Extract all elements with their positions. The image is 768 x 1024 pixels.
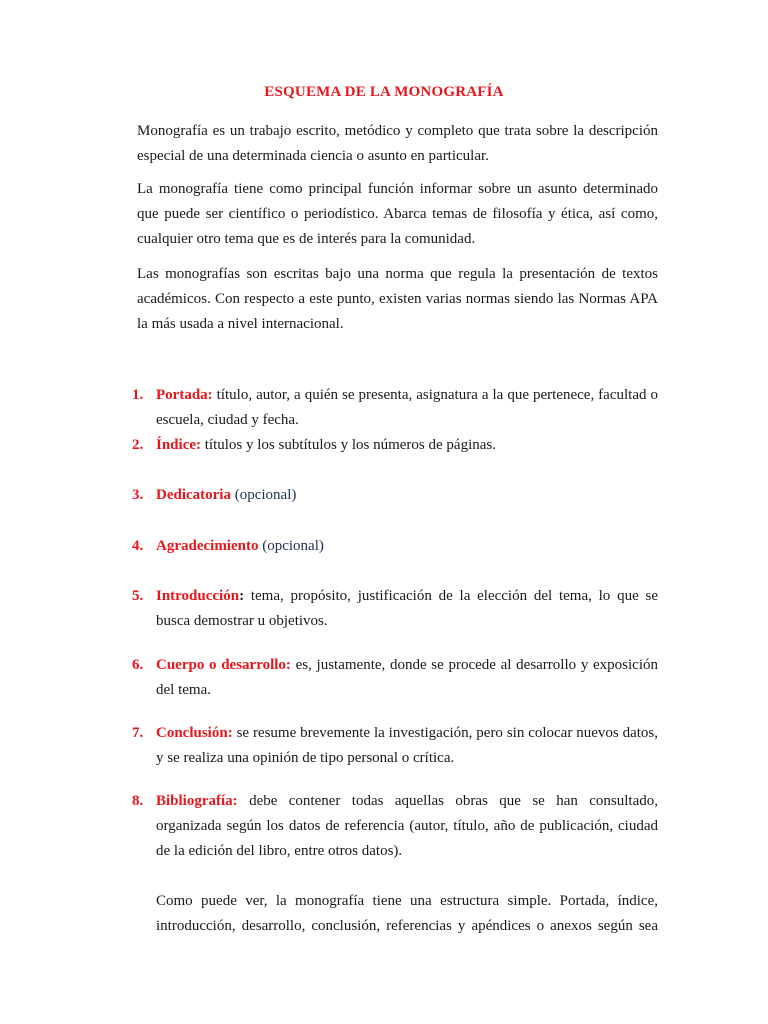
list-item-bibliografia [132,789,658,864]
list-item-introduccion [132,584,658,634]
intro-paragraph-1: Monografía es un trabajo escrito, metódico y completo que trata sobre la descripción especial de una determinada ciencia o asunto en particular. [137,123,658,164]
list-item-term: Bibliografía: [156,793,238,809]
list-item-number: 3. [132,487,144,503]
closing-paragraph: Como puede ver, la monografía tiene una estructura simple. Portada, índice, introducción, desarrollo, conclusión, referencias y apéndices o anexos según sea [156,893,658,934]
list-item-indice [132,433,658,458]
list-item-colon: : [239,588,245,604]
list-item-term: Conclusión: [156,725,233,741]
intro-paragraph-3: Las monografías son escritas bajo una norma que regula la presentación de textos académicos. Con respecto a este punto, existen varias normas siendo las Normas APA la más usada a nivel internacional. [137,266,658,332]
list-item-text: títulos y los subtítulos y los números de páginas. [201,437,496,453]
list-item-number: 2. [132,437,144,453]
list-item-term: Agradecimiento [156,538,259,554]
list-item-text: título, autor, a quién se presenta, asignatura a la que pertenece, facultad o escuela, ciudad y fecha. [156,387,658,428]
list-item-text: (opcional) [258,538,324,554]
intro-paragraph-2: La monografía tiene como principal función informar sobre un asunto determinado que puede ser científico o periodístico. Abarca temas de filosofía y ética, así como, cualquier otro tema que es de interés para la comunidad. [137,181,658,247]
list-item-term: Índice: [156,437,201,453]
list-item-agradecimiento [132,534,658,559]
list-item-text: tema, propósito, justificación de la elección del tema, lo que se busca demostrar u objetivos. [156,588,658,629]
list-item-number: 4. [132,538,144,554]
list-item-number: 6. [132,657,144,673]
list-item-term: Dedicatoria [156,487,231,503]
list-item-cuerpo [132,653,658,703]
list-item-text: debe contener todas aquellas obras que se han consultado, organizada según los datos de referencia (autor, título, año de publicación, ciudad de la edición del libro, entre otros datos). [156,793,658,859]
list-item-number: 5. [132,588,144,604]
document-title: ESQUEMA DE LA MONOGRAFÍA [264,84,504,100]
list-item-conclusion [132,721,658,771]
list-item-portada [132,383,658,433]
list-item-term: Cuerpo o desarrollo: [156,657,291,673]
list-item-number: 1. [132,387,144,403]
list-item-number: 7. [132,725,144,741]
list-item-text: se resume brevemente la investigación, pero sin colocar nuevos datos, y se realiza una opinión de tipo personal o crítica. [156,725,658,766]
list-item-dedicatoria [132,483,658,508]
list-item-number: 8. [132,793,144,809]
list-item-term: Portada: [156,387,213,403]
list-item-text: (opcional) [230,487,297,503]
list-item-text: es, justamente, donde se procede al desarrollo y exposición del tema. [156,657,658,698]
list-item-term: Introducción [156,588,240,604]
